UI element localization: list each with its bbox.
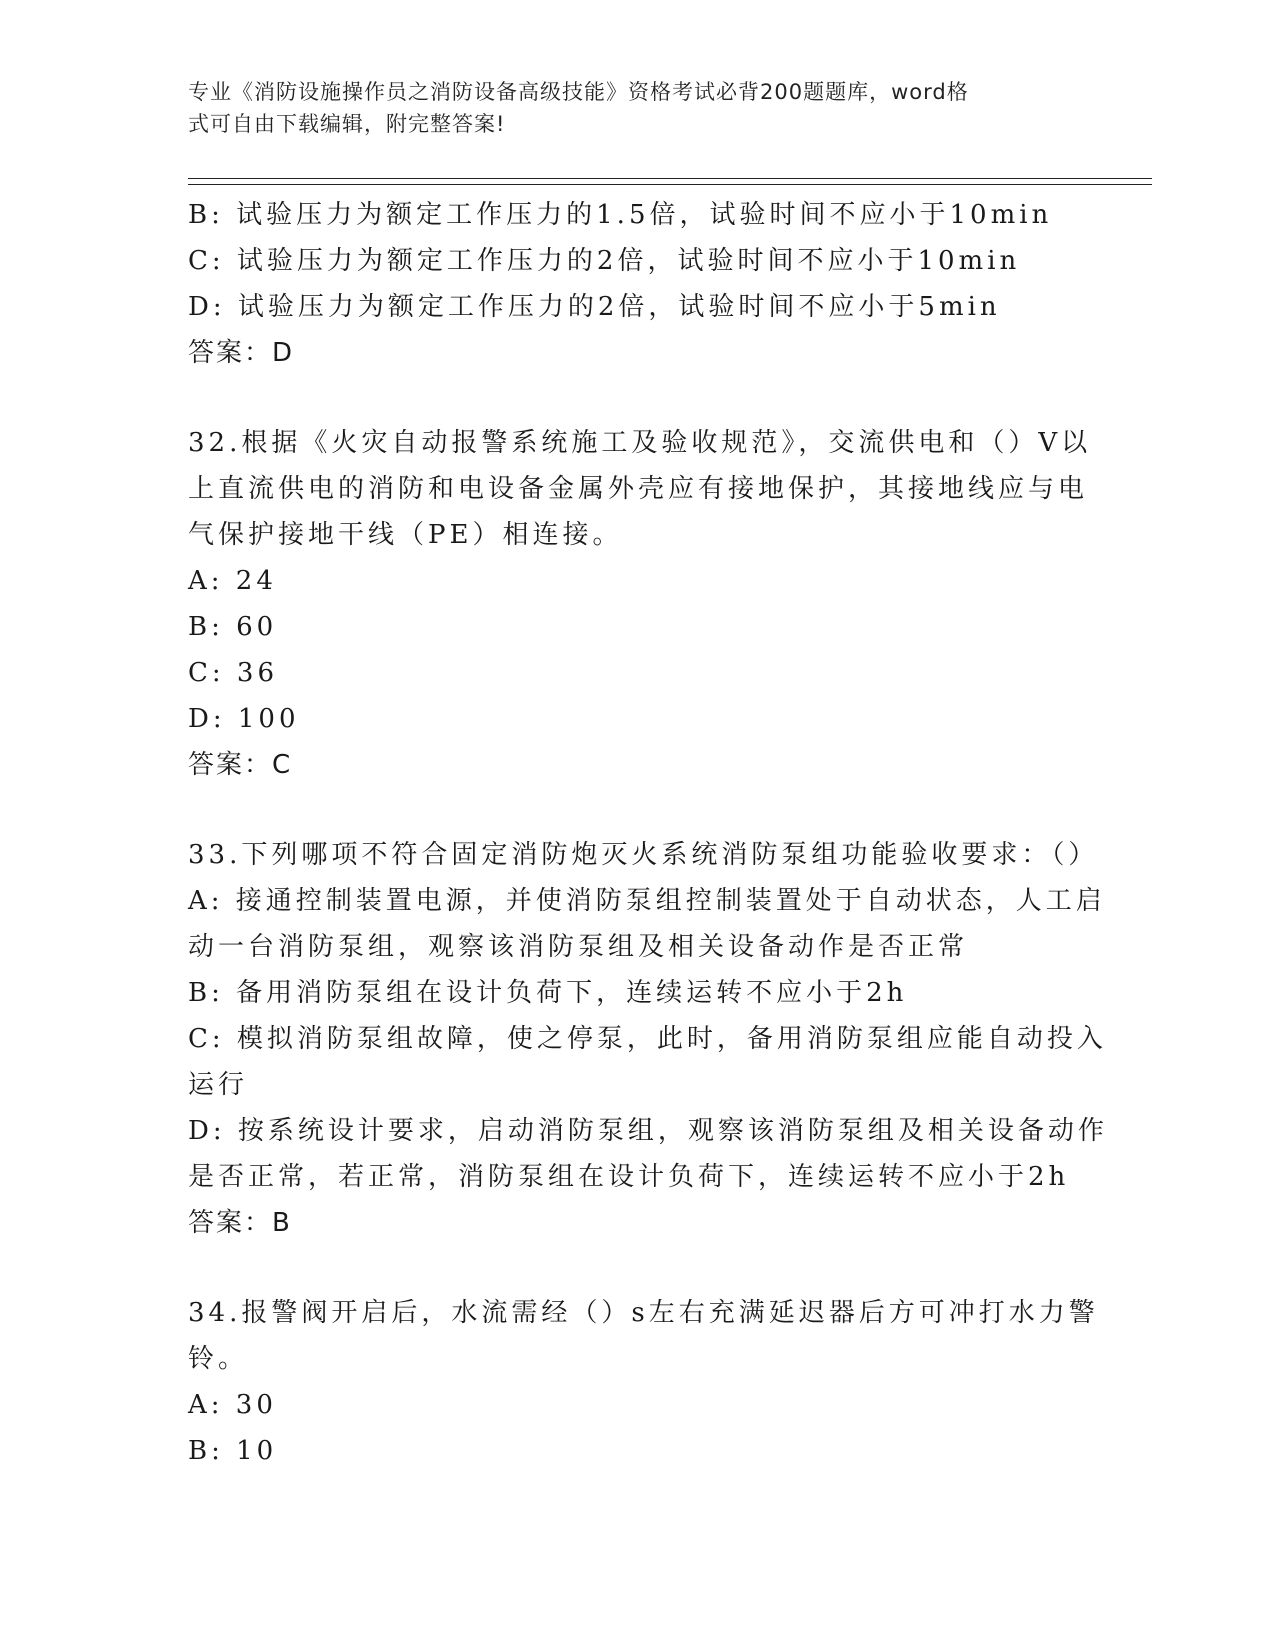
question-32 — [188, 420, 1092, 788]
question-34 — [188, 1290, 1099, 1474]
spacer — [188, 1246, 1088, 1290]
question-stem: 铃。 — [188, 1344, 249, 1374]
spacer — [188, 376, 1088, 420]
spacer — [188, 788, 1088, 832]
option-a-continued: 动一台消防泵组，观察该消防泵组及相关设备动作是否正常 — [188, 932, 969, 962]
option-c: C: 试验压力为额定工作压力的2倍，试验时间不应小于10min — [188, 246, 1021, 276]
header-divider-top — [188, 178, 1152, 179]
option-a: A: 24 — [188, 566, 277, 596]
header-line-1: 专业《消防设施操作员之消防设备高级技能》资格考试必背200题题库，word格 — [188, 80, 969, 104]
answer: 答案：B — [188, 1208, 292, 1238]
option-d: D: 试验压力为额定工作压力的2倍，试验时间不应小于5min — [188, 292, 1001, 322]
option-b: B: 10 — [188, 1436, 278, 1466]
question-stem: 33.下列哪项不符合固定消防炮灭火系统消防泵组功能验收要求：（） — [188, 840, 1099, 870]
option-c: C: 36 — [188, 658, 279, 688]
question-list — [188, 192, 1108, 1474]
option-d-continued: 是否正常，若正常，消防泵组在设计负荷下，连续运转不应小于2h — [188, 1162, 1070, 1192]
question-stem: 上直流供电的消防和电设备金属外壳应有接地保护，其接地线应与电 — [188, 474, 1089, 504]
question-stem: 32.根据《火灾自动报警系统施工及验收规范》，交流供电和（）V以 — [188, 428, 1092, 458]
question-stem: 气保护接地干线（PE）相连接。 — [188, 520, 623, 550]
option-d: D: 按系统设计要求，启动消防泵组，观察该消防泵组及相关设备动作 — [188, 1116, 1108, 1146]
option-c-continued: 运行 — [188, 1070, 249, 1100]
document-header — [188, 76, 1068, 140]
option-b: B: 备用消防泵组在设计负荷下，连续运转不应小于2h — [188, 978, 908, 1008]
header-divider-bottom — [188, 184, 1152, 185]
question-33 — [188, 832, 1108, 1246]
question-stem: 34.报警阀开启后，水流需经（）s左右充满延迟器后方可冲打水力警 — [188, 1298, 1099, 1328]
answer: 答案：D — [188, 338, 295, 368]
question-31 — [188, 192, 1088, 376]
header-line-2: 式可自由下载编辑，附完整答案! — [188, 112, 506, 136]
option-d: D: 100 — [188, 704, 300, 734]
option-c: C: 模拟消防泵组故障，使之停泵，此时，备用消防泵组应能自动投入 — [188, 1024, 1107, 1054]
option-b: B: 60 — [188, 612, 278, 642]
option-a: A: 接通控制装置电源，并使消防泵组控制装置处于自动状态，人工启 — [188, 886, 1106, 916]
option-a: A: 30 — [188, 1390, 277, 1420]
option-b: B: 试验压力为额定工作压力的1.5倍，试验时间不应小于10min — [188, 200, 1053, 230]
answer: 答案：C — [188, 750, 293, 780]
